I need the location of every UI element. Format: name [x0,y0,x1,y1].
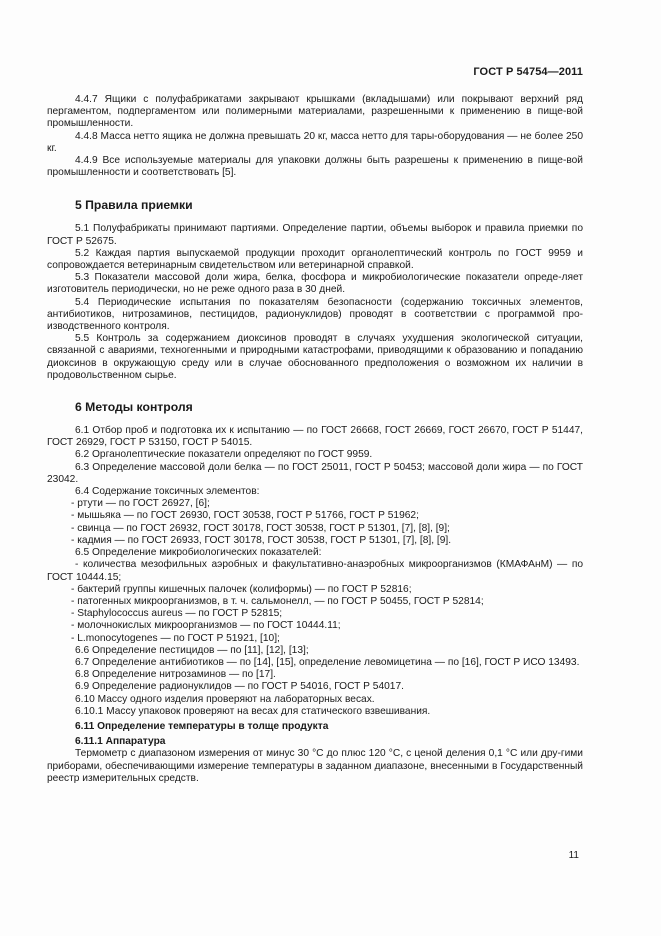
list-item-lactic: - молочнокислых микроорганизмов — по ГОСТ 10444.11; [71,620,341,632]
list-item-pathogens: - патогенных микроорганизмов, в т. ч. сальмонелл, — по ГОСТ Р 50455, ГОСТ Р 52814; [71,595,484,607]
paragraph-6-10-1: 6.10.1 Массу упаковок проверяют на весах для статического взвешивания. [75,705,431,717]
paragraph-6-5: 6.5 Определение микробиологических показателей: [75,547,322,559]
paragraph-5-3: 5.3 Показатели массовой доли жира, белка, фосфора и микробиологические показатели опреде-ляет изготовитель периодически, но не реже одного раза в 30 дней. [47,272,583,296]
paragraph-5-1: 5.1 Полуфабрикаты принимают партиями. Определение партии, объемы выборок и правила приемки по ГОСТ Р 52675. [47,223,583,247]
list-item-kmafanm: - количества мезофильных аэробных и факультативно-анаэробных микроорганизмов (КМАФАнМ) — по ГОСТ 10444.15; [47,559,583,583]
paragraph-6-3: 6.3 Определение массовой доли белка — по ГОСТ 25011, ГОСТ Р 50453; массовой доли жира — по ГОСТ 23042. [47,461,583,485]
paragraph-4-4-7: 4.4.7 Ящики с полуфабрикатами закрывают крышками (вкладышами) или покрывают верхний ряд пергаментом, подпергаментом или полимерными материалами, разрешенными к применению в пище-вой промышленности. [47,94,583,130]
paragraph-6-11-1-text: Термометр с диапазоном измерения от минус 30 °С до плюс 120 °С, с ценой деления 0,1 °С или дру-гими приборами, обеспечивающими измерение температуры в заданном диапазоне, внесенными в Государственный реестр измерительных средств. [47,748,583,784]
paragraph-6-6: 6.6 Определение пестицидов — по [11], [12], [13]; [75,644,309,656]
section-6-heading: 6 Методы контроля [75,400,193,415]
subsection-6-11-1-heading: 6.11.1 Аппаратура [75,736,166,748]
list-item-listeria: - L.monocytogenes — по ГОСТ Р 51921, [10]; [71,632,280,644]
paragraph-6-1: 6.1 Отбор проб и подготовка их к испытанию — по ГОСТ 26668, ГОСТ 26669, ГОСТ 26670, ГОСТ Р 51447, ГОСТ 26929, ГОСТ Р 53150, ГОСТ Р 54015. [47,425,583,449]
list-item-cadmium: - кадмия — по ГОСТ 26933, ГОСТ 30178, ГОСТ 30538, ГОСТ Р 51301, [7], [8], [9]. [71,534,452,546]
page-number: 11 [568,850,579,861]
paragraph-5-4: 5.4 Периодические испытания по показателям безопасности (содержанию токсичных элементов, антибиотиков, нитрозаминов, пестицидов, радионуклидов) проводят в соответствии с программой про-изводственного контроля. [47,296,583,333]
paragraph-6-4: 6.4 Содержание токсичных элементов: [75,486,260,498]
standard-header: ГОСТ Р 54754—2011 [473,66,583,78]
paragraph-4-4-8: 4.4.8 Масса нетто ящика не должна превышать 20 кг, масса нетто для тары-оборудования — не более 250 кг. [47,130,583,154]
list-item-arsenic: - мышьяка — по ГОСТ 26930, ГОСТ 30538, ГОСТ Р 51766, ГОСТ Р 51962; [71,510,419,522]
section-5-heading: 5 Правила приемки [75,198,193,213]
list-item-mercury: - ртути — по ГОСТ 26927, [6]; [71,498,210,510]
subsection-6-11-heading: 6.11 Определение температуры в толще продукта [75,720,329,732]
list-item-lead: - свинца — по ГОСТ 26932, ГОСТ 30178, ГОСТ 30538, ГОСТ Р 51301, [7], [8], [9]; [71,522,450,534]
paragraph-6-8: 6.8 Определение нитрозаминов — по [17]. [75,669,276,681]
paragraph-5-5: 5.5 Контроль за содержанием диоксинов проводят в случаях ухудшения экологической ситуации, связанной с авариями, техногенными и природными катастрофами, приводящими к образованию и попаданию диоксинов в окружающую среду или в случае обоснованного предположения о возможном их наличии в продовольственном сырье. [47,333,583,381]
paragraph-6-2: 6.2 Органолептические показатели определяют по ГОСТ 9959. [75,449,373,461]
list-item-staphylococcus: - Staphylococcus aureus — по ГОСТ Р 52815; [71,608,283,620]
list-item-coliforms: - бактерий группы кишечных палочек (колиформы) — по ГОСТ Р 52816; [71,583,412,595]
page-body [47,94,583,785]
paragraph-6-10: 6.10 Массу одного изделия проверяют на лабораторных весах. [75,693,375,705]
paragraph-5-2: 5.2 Каждая партия выпускаемой продукции проходит органолептический контроль по ГОСТ 9959 и сопровождается ветеринарным свидетельством или ветеринарной справкой. [47,247,583,272]
paragraph-4-4-9: 4.4.9 Все используемые материалы для упаковки должны быть разрешены к применению в пище-вой промышленности и соответствовать [5]. [47,155,583,179]
paragraph-6-7: 6.7 Определение антибиотиков — по [14], [15], определение левомицетина — по [16], ГОСТ Р ИСО 13493. [75,656,580,668]
paragraph-6-9: 6.9 Определение радионуклидов — по ГОСТ Р 54016, ГОСТ Р 54017. [75,681,404,693]
